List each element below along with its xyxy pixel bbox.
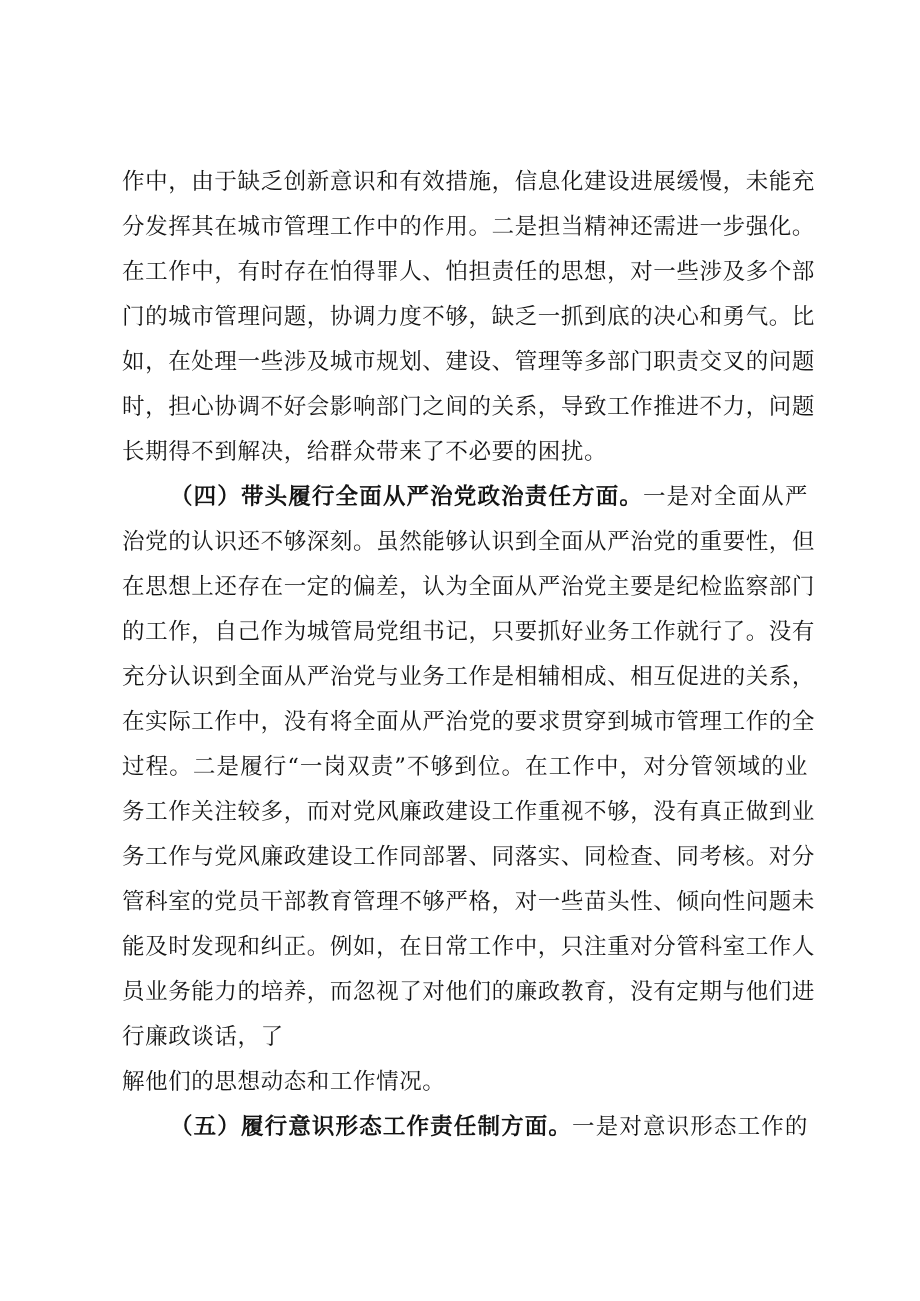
paragraph-line: 充分认识到全面从严治党与业务工作是相辅相成、相互促进的关系，	[122, 664, 816, 690]
paragraph-line: 过程。二是履行“一岗双责”不够到位。在工作中，对分管领域的业	[122, 754, 808, 780]
paragraph-line: 作中，由于缺乏创新意识和有效措施，信息化建设进展缓慢，未能充	[122, 169, 816, 195]
paragraph-line: 行廉政谈话，了	[122, 1024, 284, 1050]
paragraph-line: 时，担心协调不好会影响部门之间的关系，导致工作推进不力，问题	[122, 394, 816, 420]
paragraph-line: 的工作，自己作为城管局党组书记，只要抓好业务工作就行了。没有	[122, 619, 816, 645]
section-4-text: 一是对全面从严	[643, 484, 808, 510]
paragraph-line: 员业务能力的培养，而忽视了对他们的廉政教育，没有定期与他们进	[122, 979, 816, 1005]
paragraph-line: 务工作关注较多，而对党风廉政建设工作重视不够，没有真正做到业	[122, 799, 816, 825]
paragraph-line: 门的城市管理问题，协调力度不够，缺乏一抓到底的决心和勇气。比	[122, 304, 816, 330]
paragraph-line: 在工作中，有时存在怕得罪人、怕担责任的思想，对一些涉及多个部	[122, 259, 816, 285]
section-5-heading: （五）履行意识形态工作责任制方面。	[170, 1114, 573, 1140]
paragraph-line: 管科室的党员干部教育管理不够严格，对一些苗头性、倾向性问题未	[122, 889, 816, 915]
paragraph-line: 能及时发现和纠正。例如，在日常工作中，只注重对分管科室工作人	[122, 934, 816, 960]
section-5-first-line	[170, 1107, 808, 1147]
paragraph-line: 长期得不到解决，给群众带来了不必要的困扰。	[122, 439, 608, 465]
section-4-first-line	[170, 477, 808, 517]
paragraph-line: 务工作与党风廉政建设工作同部署、同落实、同检查、同考核。对分	[122, 844, 816, 870]
section-5-text: 一是对意识形态工作的	[572, 1114, 808, 1140]
paragraph-line: 在实际工作中，没有将全面从严治党的要求贯穿到城市管理工作的全	[122, 709, 816, 735]
paragraph-line: 分发挥其在城市管理工作中的作用。二是担当精神还需进一步强化。	[122, 214, 816, 240]
section-4-heading: （四）带头履行全面从严治党政治责任方面。	[170, 484, 643, 510]
paragraph-line: 治党的认识还不够深刻。虽然能够认识到全面从严治党的重要性，但	[122, 529, 816, 555]
paragraph-line: 在思想上还存在一定的偏差，认为全面从严治党主要是纪检监察部门	[122, 574, 816, 600]
paragraph-line: 解他们的思想动态和工作情况。	[122, 1069, 446, 1095]
paragraph-line: 如，在处理一些涉及城市规划、建设、管理等多部门职责交叉的问题	[122, 349, 816, 375]
